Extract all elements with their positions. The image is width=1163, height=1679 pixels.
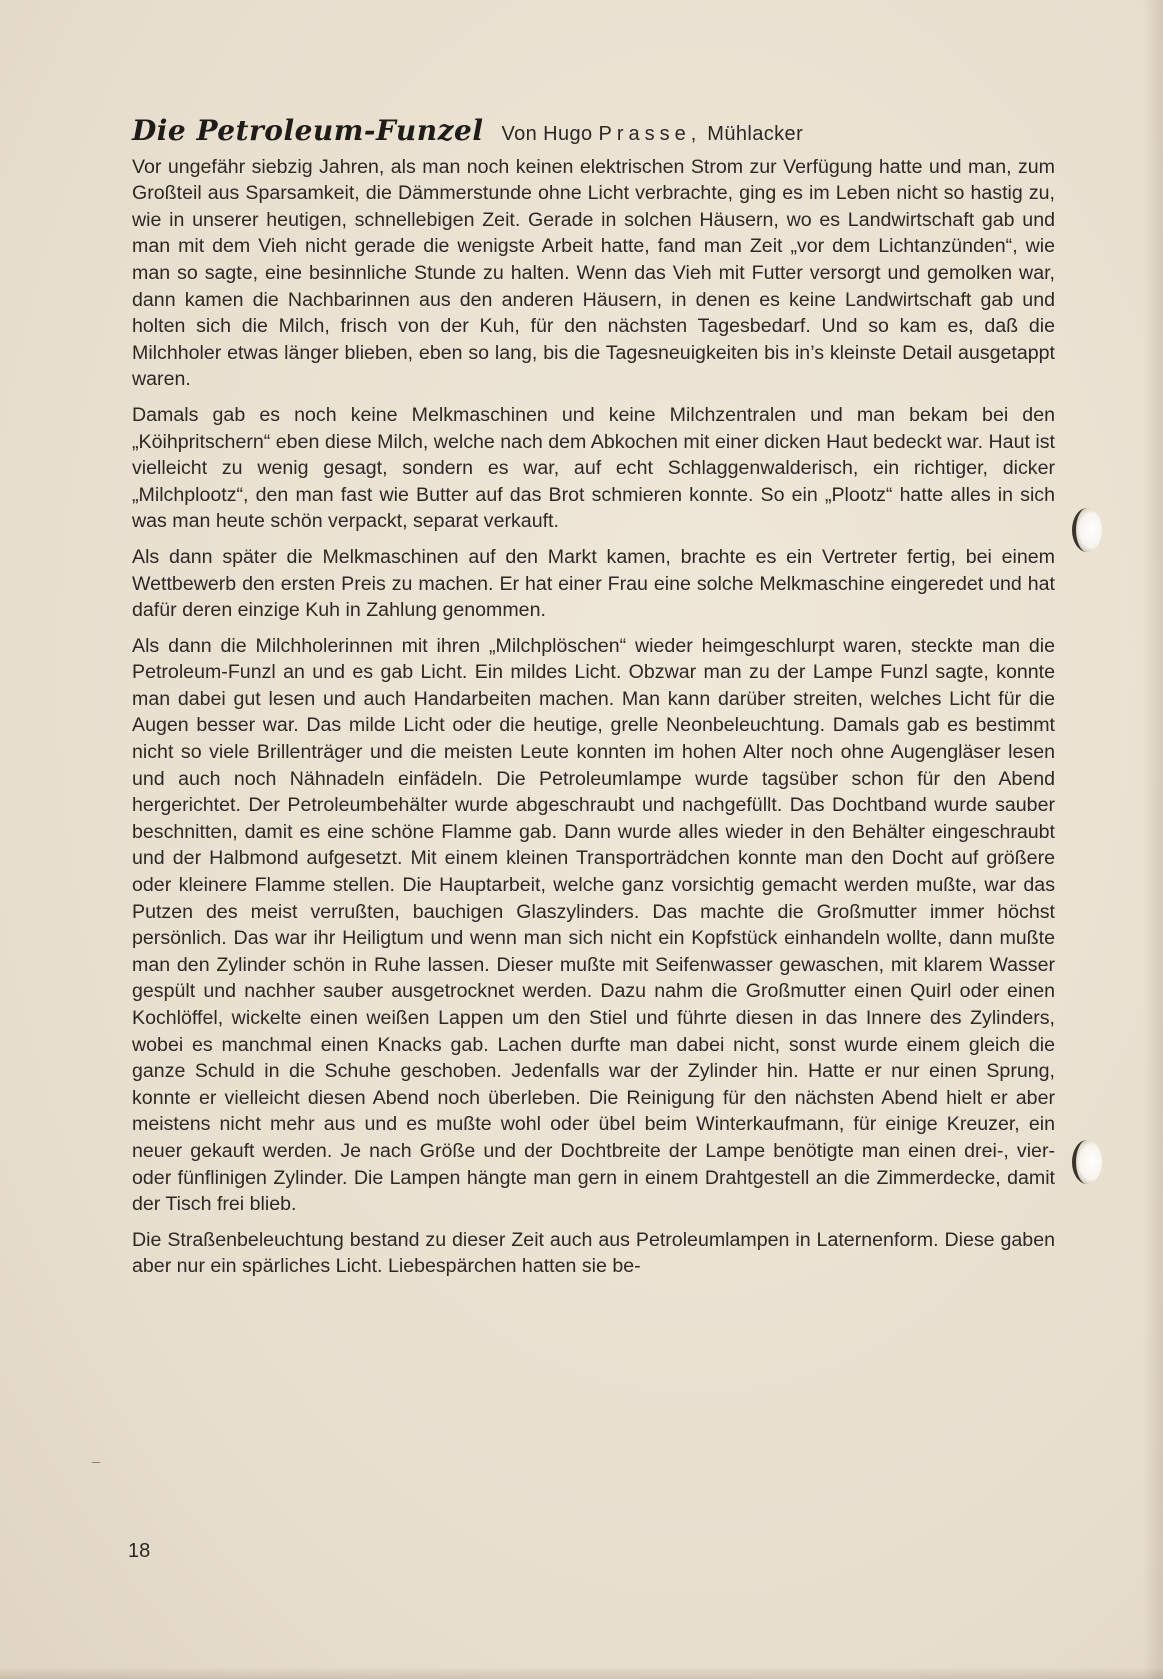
author-place: Mühlacker	[707, 123, 804, 145]
page-edge-shadow-bottom	[0, 1667, 1163, 1679]
page-edge-shadow-right	[1143, 0, 1163, 1679]
article-byline	[501, 121, 803, 148]
paragraph-3: Als dann später die Melkmaschinen auf den Markt kamen, brachte es ein Vertreter fertig, bei einem Wettbewerb den ersten Preis zu machen. Er hat einer Frau eine solche Melkmaschine eingeredet und hat dafür deren einzige Kuh in Zahlung genommen.	[132, 545, 1055, 622]
article-header	[132, 114, 1055, 148]
byline-prefix: Von Hugo	[501, 123, 593, 145]
author-surname: Prasse,	[598, 123, 702, 145]
paragraph-4: Als dann die Milchholerinnen mit ihren „Milchplöschen“ wieder heimgeschlurpt waren, steckte man die Petroleum-Funzl an und es gab Licht. Ein mildes Licht. Obzwar man zu der Lampe Funzl sagte, konnte man dabei gut lesen und auch Handarbeiten machen. Man kann darüber streiten, welches Licht für die Augen besser war. Das milde Licht oder die heutige, grelle Neonbeleuchtung. Damals gab es bestimmt nicht so viele Brillenträger und die meisten Leute konnten im hohen Alter noch ohne Augengläser lesen und auch noch Nähnadeln einfädeln. Die Petroleumlampe wurde tagsüber schon für den Abend hergerichtet. Der Petroleumbehälter wurde abgeschraubt und nachgefüllt. Das Dochtband wurde sauber beschnitten, damit es eine schöne Flamme gab. Dann wurde alles wieder in den Behälter eingeschraubt und der Halbmond aufgesetzt. Mit einem kleinen Transporträdchen konnte man den Docht auf größere oder kleinere Flamme stellen. Die Hauptarbeit, welche ganz vorsichtig gemacht werden mußte, war das Putzen des meist verrußten, bauchigen Glaszylinders. Das machte die Großmutter immer höchst persönlich. Das war ihr Heiligtum und wenn man sich nicht ein Kopfstück einhandeln wollte, dann mußte man den Zylinder schön in Ruhe lassen. Dieser mußte mit Seifenwasser gewaschen, mit klarem Wasser gespült und nachher sauber ausgetrocknet werden. Dazu nahm die Großmutter einen Quirl oder einen Kochlöffel, wickelte einen weißen Lappen um den Stiel und führte diesen in das Innere des Zylinders, wobei es manchmal einen Knacks gab. Lachen durfte man dabei nicht, sonst wurde einem gleich die ganze Schuld in die Schuhe geschoben. Jedenfalls war der Zylinder hin. Hatte er nur einen Sprung, konnte er vielleicht diesen Abend noch überleben. Die Reinigung für den nächsten Abend hielt er aber meistens nicht mehr aus und es mußte wohl oder übel beim Winterkaufmann, für einige Kreuzer, ein neuer gekauft werden. Je nach Größe und der Dochtbreite der Lampe benötigte man einen drei-, vier- oder fünflinigen Zylinder. Die Lampen hängte man gern in einem Drahtgestell an die Zimmerdecke, damit der Tisch frei blieb.	[132, 634, 1055, 1216]
article-title: Die Petroleum-Funzel	[132, 114, 484, 147]
punch-hole-icon	[1072, 1140, 1102, 1184]
margin-mark	[92, 1462, 100, 1463]
paragraph-2: Damals gab es noch keine Melkmaschinen und keine Milchzentralen und man bekam bei den „Köihpritschern“ eben diese Milch, welche nach dem Abkochen mit einer dicken Haut bedeckt war. Haut ist vielleicht zu wenig gesagt, sondern es war, auf echt Schlaggenwalderisch, ein richtiger, dicker „Milchplootz“, den man fast wie Butter auf das Brot schmieren konnte. So ein „Plootz“ hatte alles in sich was man heute schön verpackt, separat verkauft.	[132, 403, 1055, 533]
paragraph-5: Die Straßenbeleuchtung bestand zu dieser Zeit auch aus Petroleumlampen in Laternenform. Diese gaben aber nur ein spärliches Licht. Liebespärchen hatten sie be-	[132, 1228, 1055, 1278]
paragraph-1: Vor ungefähr siebzig Jahren, als man noch keinen elektrischen Strom zur Verfügung hatte und man, zum Großteil aus Sparsamkeit, die Dämmerstunde ohne Licht verbrachte, ging es im Leben nicht so hastig zu, wie in unserer heutigen, schnellebigen Zeit. Gerade in solchen Häusern, wo es Landwirtschaft gab und man mit dem Vieh nicht gerade die wenigste Arbeit hatte, fand man Zeit „vor dem Lichtanzünden“, wie man so sagte, eine besinnliche Stunde zu halten. Wenn das Vieh mit Futter versorgt und gemolken war, dann kamen die Nachbarinnen aus den anderen Häusern, in denen es keine Landwirtschaft gab und holten sich die Milch, frisch von der Kuh, für den nächsten Tagesbedarf. Und so kam es, daß die Milchholer etwas länger blieben, eben so lang, bis die Tagesneuigkeiten bis in’s kleinste Detail ausgetappt waren.	[132, 155, 1055, 391]
article	[132, 114, 1055, 1289]
punch-hole-icon	[1072, 508, 1102, 552]
page-number: 18	[128, 1540, 151, 1562]
